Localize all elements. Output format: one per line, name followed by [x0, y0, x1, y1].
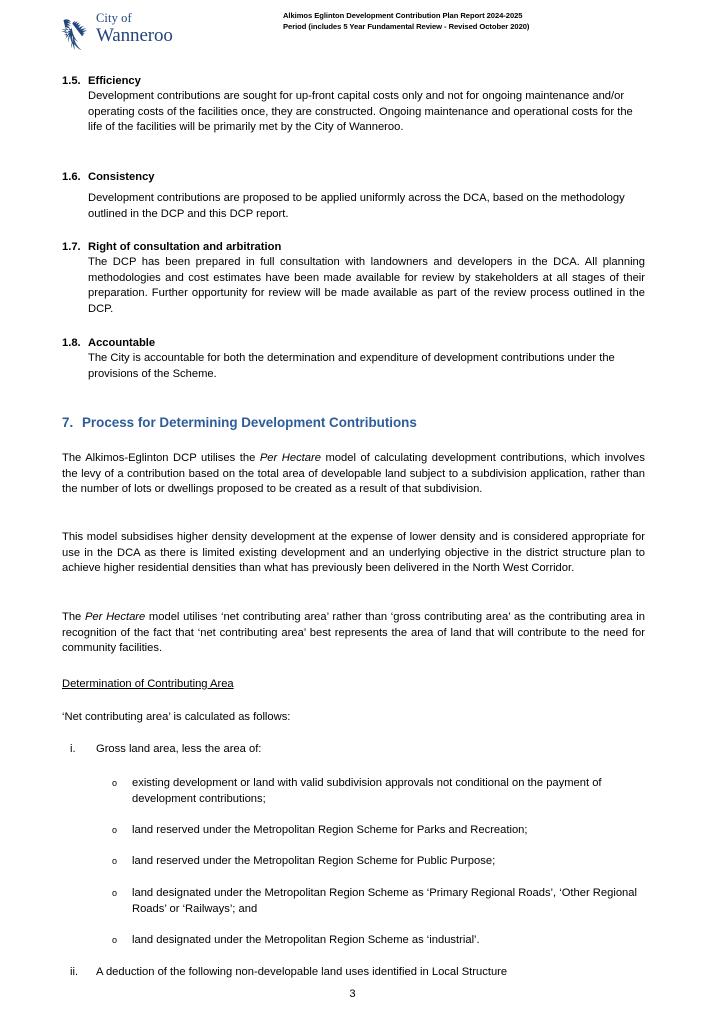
- list-item-roman-ii-marker: ii.: [70, 966, 79, 978]
- section-1-5-heading: [62, 74, 645, 88]
- section-1-6-body: Development contributions are proposed to be applied uniformly across the DCA, based on the methodology outlined in the DCP and this DCP report.: [88, 192, 625, 220]
- list-item-bullet-5: [112, 933, 645, 949]
- list-item-bullet-5-text: land designated under the Metropolitan Region Scheme as ‘industrial’.: [132, 934, 480, 946]
- subheading-determination-of-contributing-area: [62, 677, 645, 692]
- section-1-7-number: 1.7.: [62, 241, 81, 253]
- list-item-roman-ii-text: A deduction of the following non-developable land uses identified in Local Structure: [96, 966, 508, 978]
- chapter-7-heading: [62, 415, 645, 431]
- paragraph-per-hectare-model: [62, 451, 645, 498]
- section-1-8-heading: [62, 336, 645, 350]
- list-item-bullet-1-text: existing development or land with valid subdivision approvals not conditional on the payment of development contributions;: [132, 777, 602, 805]
- list-item-bullet-3: [112, 854, 645, 870]
- intro-line-net-contributing-area: ‘Net contributing area’ is calculated as follows:: [62, 711, 291, 723]
- section-1-8: [62, 336, 645, 382]
- paragraph-1-part-b: model of calculating development contributions, which involves the levy of a contribution based on the total area of developable land subject to a subdivision application, rather than the number of lots or dwellings proposed to be created as a result of that subdivision.: [62, 452, 645, 496]
- logo-wordmark: [96, 12, 173, 45]
- list-item-roman-ii: [70, 965, 645, 981]
- page-number: 3: [349, 988, 356, 1000]
- section-1-7-heading: [62, 240, 645, 254]
- section-1-5-number: 1.5.: [62, 75, 81, 87]
- logo-city-text: City of: [96, 11, 132, 25]
- section-1-6-heading: [62, 170, 645, 184]
- section-1-5: [62, 74, 645, 136]
- paragraph-3-part-b: model utilises ‘net contributing area’ rather than ‘gross contributing area’ as the contributing area in recognition of the fact that ‘net contributing area’ best represents the area of land that will contribute to the need for community facilities.: [62, 611, 645, 655]
- city-of-wanneroo-logo: [60, 12, 190, 56]
- list-item-roman-i-marker: i.: [70, 743, 76, 755]
- list-item-bullet-4-text: land designated under the Metropolitan Region Scheme as ‘Primary Regional Roads’, ‘Other Regional Roads’ or ‘Railways’; and: [132, 887, 637, 915]
- page-header: [0, 8, 705, 64]
- header-title-line-2: Period (includes 5 Year Fundamental Review - Revised October 2020): [283, 21, 530, 31]
- section-1-5-title: Efficiency: [88, 75, 141, 87]
- list-item-bullet-2-text: land reserved under the Metropolitan Region Scheme for Parks and Recreation;: [132, 824, 528, 836]
- chapter-7-title: Process for Determining Development Contributions: [82, 415, 417, 430]
- bullet-circle-icon: o: [112, 825, 118, 835]
- paragraph-3-part-a: The: [62, 611, 85, 623]
- paragraph-1-part-a: The Alkimos-Eglinton DCP utilises the: [62, 452, 260, 464]
- list-item-roman-i-text: Gross land area, less the area of:: [96, 743, 262, 755]
- section-1-6-title: Consistency: [88, 171, 155, 183]
- paragraph-density-subsidy: This model subsidises higher density development at the expense of lower density and is considered appropriate for use in the DCA as there is limited existing development and an underlying objective in the district structure plan to achieve higher residential densities than what has previously been delivered in the North West Corridor.: [62, 531, 645, 575]
- section-1-7-title: Right of consultation and arbitration: [88, 241, 282, 253]
- section-1-6-number: 1.6.: [62, 171, 81, 183]
- logo-wanneroo-text: Wanneroo: [96, 24, 173, 46]
- section-1-8-number: 1.8.: [62, 337, 81, 349]
- bullet-circle-icon: o: [112, 888, 118, 898]
- bullet-circle-icon: o: [112, 856, 118, 866]
- section-1-7-body: The DCP has been prepared in full consultation with landowners and developers in the DCA. All planning methodologies and cost estimates have been made available for review by stakeholders at all stages of their preparation. Further opportunity for review will be made available as part of the review process outlined in the DCP.: [88, 256, 645, 315]
- section-1-5-body: Development contributions are sought for up-front capital costs only and not for ongoing maintenance and/or operating costs of the facilities once, they are constructed. Ongoing maintenance and operational costs for the life of the facilities will be primarily met by the City of Wanneroo.: [88, 90, 633, 134]
- document-header-title: [283, 11, 653, 33]
- paragraph-1-emphasis: Per Hectare: [259, 452, 321, 464]
- list-item-bullet-3-text: land reserved under the Metropolitan Region Scheme for Public Purpose;: [132, 855, 496, 867]
- paragraph-net-contributing-area: [62, 610, 645, 657]
- list-item-bullet-4: [112, 886, 645, 917]
- section-1-8-title: Accountable: [88, 337, 156, 349]
- bullet-circle-icon: o: [112, 935, 118, 945]
- section-1-6: [62, 170, 645, 222]
- kangaroo-paw-emblem-icon: [60, 14, 94, 50]
- chapter-7-number: 7.: [62, 415, 74, 430]
- section-1-8-body: The City is accountable for both the determination and expenditure of development contributions under the provisions of the Scheme.: [88, 352, 615, 380]
- section-1-7: [62, 240, 645, 317]
- list-item-bullet-1: [112, 776, 645, 807]
- paragraph-3-emphasis: Per Hectare: [84, 611, 146, 623]
- subheading-text: Determination of Contributing Area: [62, 678, 234, 690]
- bullet-circle-icon: o: [112, 778, 118, 788]
- list-item-roman-i: [70, 742, 645, 758]
- header-title-line-1: Alkimos Eglinton Development Contribution Plan Report 2024-2025: [283, 11, 523, 20]
- list-item-bullet-2: [112, 823, 645, 839]
